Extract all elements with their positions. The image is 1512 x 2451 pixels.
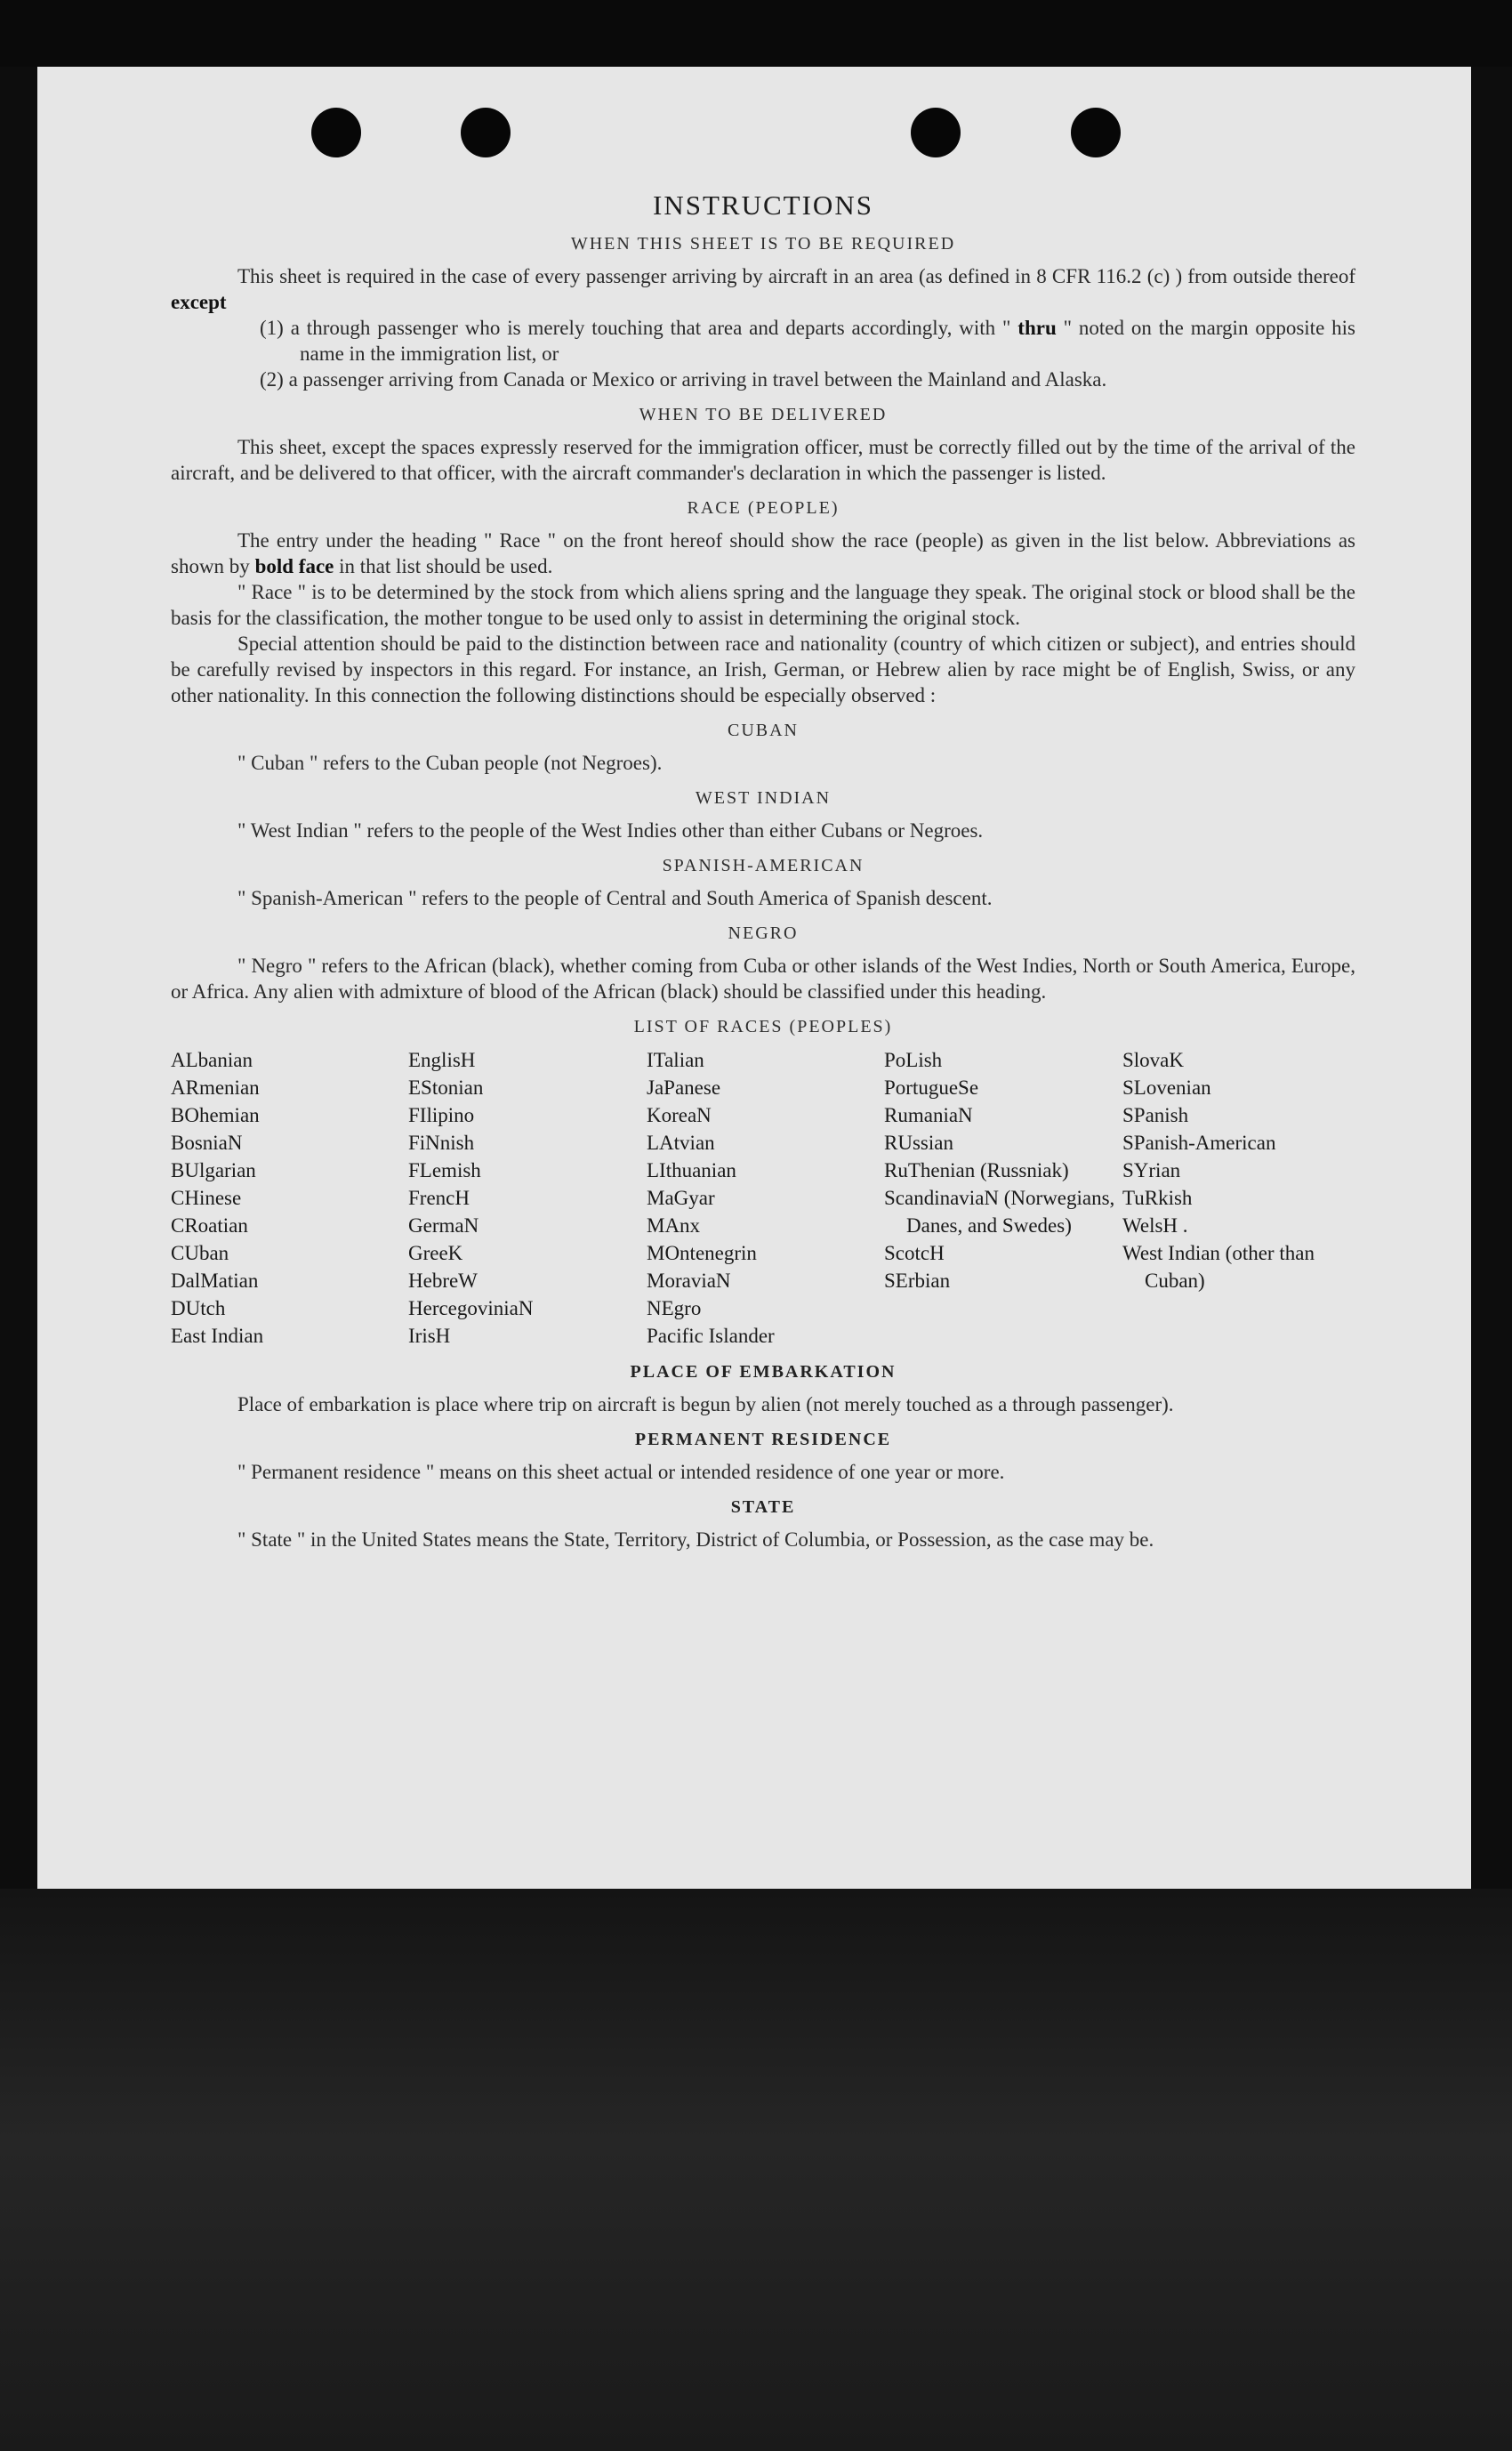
race-entry: IrisH bbox=[408, 1325, 451, 1347]
race-entry: MaGyar bbox=[647, 1187, 715, 1209]
section-heading-state: STATE bbox=[730, 1497, 796, 1517]
state-text: " State " in the United States means the State, Territory, District of Columbia, or Possession, as the case may be. bbox=[237, 1528, 1154, 1551]
race-entry: SPanish-American bbox=[1122, 1132, 1276, 1154]
race-entry: ARmenian bbox=[171, 1076, 260, 1099]
races-column bbox=[408, 1046, 647, 1350]
race-entry: MoraviaN bbox=[647, 1270, 731, 1292]
punch-hole bbox=[311, 108, 361, 157]
scan-background bbox=[0, 1889, 1512, 2451]
race-entry: CUban bbox=[171, 1242, 229, 1264]
section-heading-west-indian: WEST INDIAN bbox=[695, 788, 832, 808]
race-entry: SErbian bbox=[884, 1270, 951, 1292]
race-entry: SLovenian bbox=[1122, 1076, 1211, 1099]
race-entry: RUssian bbox=[884, 1132, 953, 1154]
race-entry: MOntenegrin bbox=[647, 1242, 757, 1264]
race-entry: CRoatian bbox=[171, 1214, 248, 1237]
race-entry: FiNnish bbox=[408, 1132, 475, 1154]
race-paragraph-1: The entry under the heading " Race " on the front hereof should show the race (people) as given in the list below. Abbreviations as shown by bold face in that list should be used. bbox=[171, 529, 1355, 577]
race-entry: DalMatian bbox=[171, 1270, 259, 1292]
section-heading-when-required: WHEN THIS SHEET IS TO BE REQUIRED bbox=[570, 234, 956, 254]
section-heading-spanish-american: SPANISH-AMERICAN bbox=[662, 856, 865, 875]
spanish-american-text: " Spanish-American " refers to the people of Central and South America of Spanish descent. bbox=[237, 887, 993, 909]
race-entry: GermaN bbox=[408, 1214, 479, 1237]
race-entry: MAnx bbox=[647, 1214, 701, 1237]
punch-hole bbox=[911, 108, 961, 157]
page-title: INSTRUCTIONS bbox=[653, 189, 873, 221]
punch-hole bbox=[461, 108, 511, 157]
race-entry: RuThenian (Russniak) bbox=[884, 1159, 1069, 1181]
west-indian-text: " West Indian " refers to the people of the West Indies other than either Cubans or Negroes. bbox=[237, 819, 984, 842]
race-entry: TuRkish bbox=[1122, 1187, 1193, 1209]
section-heading-race: RACE (PEOPLE) bbox=[687, 498, 840, 518]
race-entry: JaPanese bbox=[647, 1076, 721, 1099]
permanent-residence-text: " Permanent residence " means on this sheet actual or intended residence of one year or more. bbox=[237, 1461, 1005, 1483]
race-paragraph-3: Special attention should be paid to the distinction between race and nationality (country of which citizen or subject), and entries should be carefully revised by inspectors in this regard. For instance, an Irish, German, or Hebrew alien by race might be of English, Swiss, or any other nationality. In this connection the following distinctions should be especially observed : bbox=[171, 633, 1355, 706]
race-entry: ScotcH bbox=[884, 1242, 945, 1264]
race-entry: ITalian bbox=[647, 1049, 704, 1071]
race-entry: DUtch bbox=[171, 1297, 226, 1319]
exception-item-2: (2) a passenger arriving from Canada or Mexico or arriving in travel between the Mainland and Alaska. bbox=[260, 368, 1107, 391]
race-entry: East Indian bbox=[171, 1325, 264, 1347]
list-of-races-heading: LIST OF RACES (PEOPLES) bbox=[633, 1017, 893, 1036]
races-column bbox=[1122, 1046, 1355, 1350]
race-entry: NEgro bbox=[647, 1297, 702, 1319]
race-entry: LAtvian bbox=[647, 1132, 715, 1154]
race-entry: WelsH . bbox=[1122, 1214, 1188, 1237]
cuban-text: " Cuban " refers to the Cuban people (not Negroes). bbox=[237, 752, 663, 774]
exception-item-1: (1) a through passenger who is merely touching that area and departs accordingly, with " thru " noted on the margin opposite his name in the immigration list, or bbox=[260, 317, 1355, 365]
document-page bbox=[37, 67, 1471, 1889]
races-list bbox=[171, 1046, 1355, 1350]
section-heading-embarkation: PLACE OF EMBARKATION bbox=[630, 1362, 897, 1382]
race-entry: EStonian bbox=[408, 1076, 484, 1099]
race-entry: HercegoviniaN bbox=[408, 1297, 534, 1319]
race-entry: RumaniaN bbox=[884, 1104, 973, 1126]
section-heading-cuban: CUBAN bbox=[727, 721, 799, 740]
race-entry: CHinese bbox=[171, 1187, 242, 1209]
race-entry: ScandinaviaN (Norwegians, Danes, and Swedes) bbox=[884, 1187, 1115, 1237]
race-entry: SlovaK bbox=[1122, 1049, 1184, 1071]
race-entry: PoLish bbox=[884, 1049, 943, 1071]
race-entry: FIlipino bbox=[408, 1104, 475, 1126]
section-heading-when-delivered: WHEN TO BE DELIVERED bbox=[639, 405, 888, 424]
race-entry: PortugueSe bbox=[884, 1076, 979, 1099]
race-entry: Pacific Islander bbox=[647, 1325, 775, 1347]
race-entry: KoreaN bbox=[647, 1104, 712, 1126]
when-required-intro: This sheet is required in the case of every passenger arriving by aircraft in an area (as defined in 8 CFR 116.2 (c) ) from outside thereof except bbox=[171, 265, 1355, 313]
races-column bbox=[884, 1046, 1122, 1350]
embarkation-text: Place of embarkation is place where trip on aircraft is begun by alien (not merely touched as a through passenger). bbox=[237, 1393, 1174, 1415]
race-entry: FrencH bbox=[408, 1187, 470, 1209]
race-entry: EnglisH bbox=[408, 1049, 476, 1071]
race-entry: ALbanian bbox=[171, 1049, 253, 1071]
race-entry: SYrian bbox=[1122, 1159, 1181, 1181]
negro-text: " Negro " refers to the African (black), whether coming from Cuba or other islands of the West Indies, North or South America, Europe, or Africa. Any alien with admixture of blood of the African (black) should be classified under this heading. bbox=[171, 955, 1355, 1003]
race-entry: HebreW bbox=[408, 1270, 478, 1292]
race-entry: BUlgarian bbox=[171, 1159, 256, 1181]
race-entry: BOhemian bbox=[171, 1104, 260, 1126]
section-heading-permanent-residence: PERMANENT RESIDENCE bbox=[634, 1430, 892, 1449]
section-heading-negro: NEGRO bbox=[728, 923, 799, 943]
race-paragraph-2: " Race " is to be determined by the stock from which aliens spring and the language they speak. The original stock or blood shall be the basis for the classification, the mother tongue to be used only to assist in determining the original stock. bbox=[171, 581, 1355, 629]
when-delivered-text: This sheet, except the spaces expressly reserved for the immigration officer, must be correctly filled out by the time of the arrival of the aircraft, and be delivered to that officer, with the aircraft commander's declaration in which the passenger is listed. bbox=[171, 436, 1355, 484]
race-entry: GreeK bbox=[408, 1242, 463, 1264]
race-entry: LIthuanian bbox=[647, 1159, 736, 1181]
races-column bbox=[647, 1046, 884, 1350]
race-entry: FLemish bbox=[408, 1159, 481, 1181]
races-column bbox=[171, 1046, 408, 1350]
instructions-content bbox=[171, 189, 1355, 1552]
top-scan-strip bbox=[0, 0, 1512, 67]
race-entry: West Indian (other than Cuban) bbox=[1122, 1242, 1315, 1292]
race-entry: SPanish bbox=[1122, 1104, 1189, 1126]
punch-hole bbox=[1071, 108, 1121, 157]
race-entry: BosniaN bbox=[171, 1132, 243, 1154]
